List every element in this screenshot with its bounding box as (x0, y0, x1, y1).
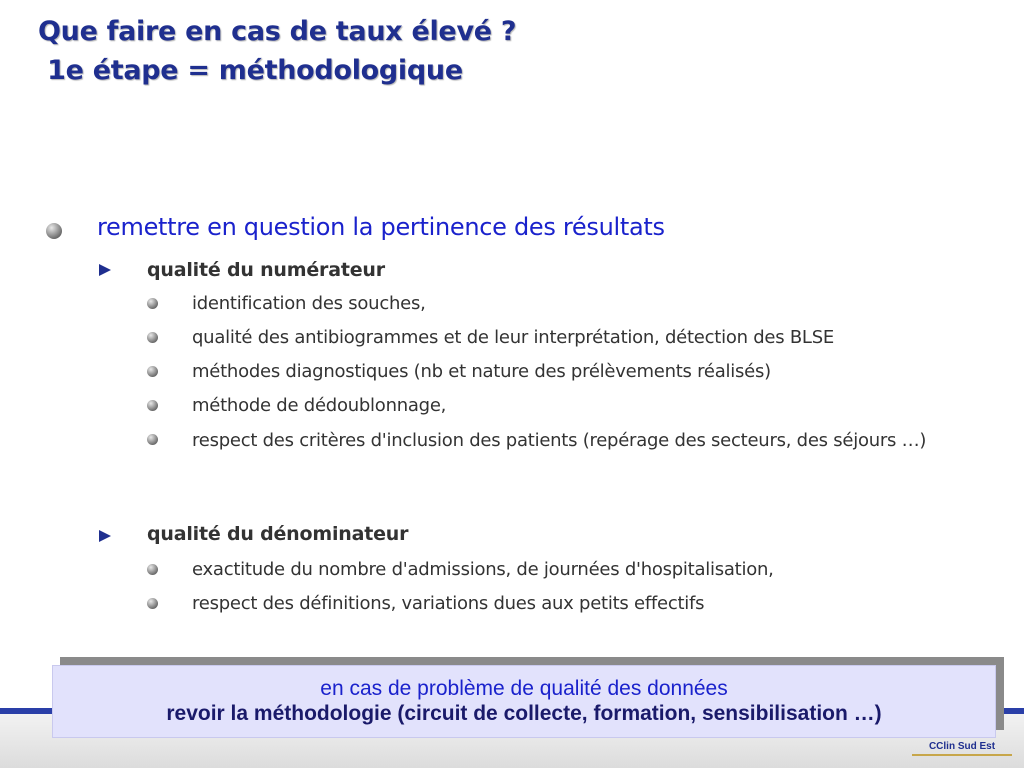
list-item: méthode de dédoublonnage, (192, 395, 447, 416)
callout-box (52, 665, 996, 738)
logo-text: CClin Sud Est (928, 741, 996, 752)
sphere-bullet-icon (147, 298, 158, 309)
section-heading-numerator: qualité du numérateur (147, 259, 385, 281)
list-item: respect des définitions, variations dues aux petits effectifs (192, 593, 705, 614)
callout-line-1: en cas de problème de qualité des données (320, 677, 728, 700)
sphere-bullet-icon (147, 434, 158, 445)
list-item: identification des souches, (192, 293, 426, 314)
callout-line-2: revoir la méthodologie (circuit de collecte, formation, sensibilisation …) (166, 702, 882, 725)
arrow-bullet-icon (99, 264, 111, 276)
logo-underline (912, 754, 1012, 756)
title-line-1: Que faire en cas de taux élevé ? (38, 16, 517, 47)
list-item: qualité des antibiogrammes et de leur interprétation, détection des BLSE (192, 327, 834, 348)
list-item: exactitude du nombre d'admissions, de journées d'hospitalisation, (192, 559, 774, 580)
list-item: méthodes diagnostiques (nb et nature des prélèvements réalisés) (192, 361, 771, 382)
title-line-2: 1e étape = méthodologique (38, 55, 463, 86)
sphere-bullet-icon (147, 598, 158, 609)
list-item: respect des critères d'inclusion des patients (repérage des secteurs, des séjours …) (192, 430, 927, 451)
main-point-text: remettre en question la pertinence des résultats (97, 213, 665, 241)
sphere-bullet-icon (46, 223, 62, 239)
sphere-bullet-icon (147, 400, 158, 411)
sphere-bullet-icon (147, 564, 158, 575)
sphere-bullet-icon (147, 332, 158, 343)
cclin-logo (912, 738, 1012, 756)
sphere-bullet-icon (147, 366, 158, 377)
arrow-bullet-icon (99, 530, 111, 542)
section-heading-denominator: qualité du dénominateur (147, 523, 409, 545)
